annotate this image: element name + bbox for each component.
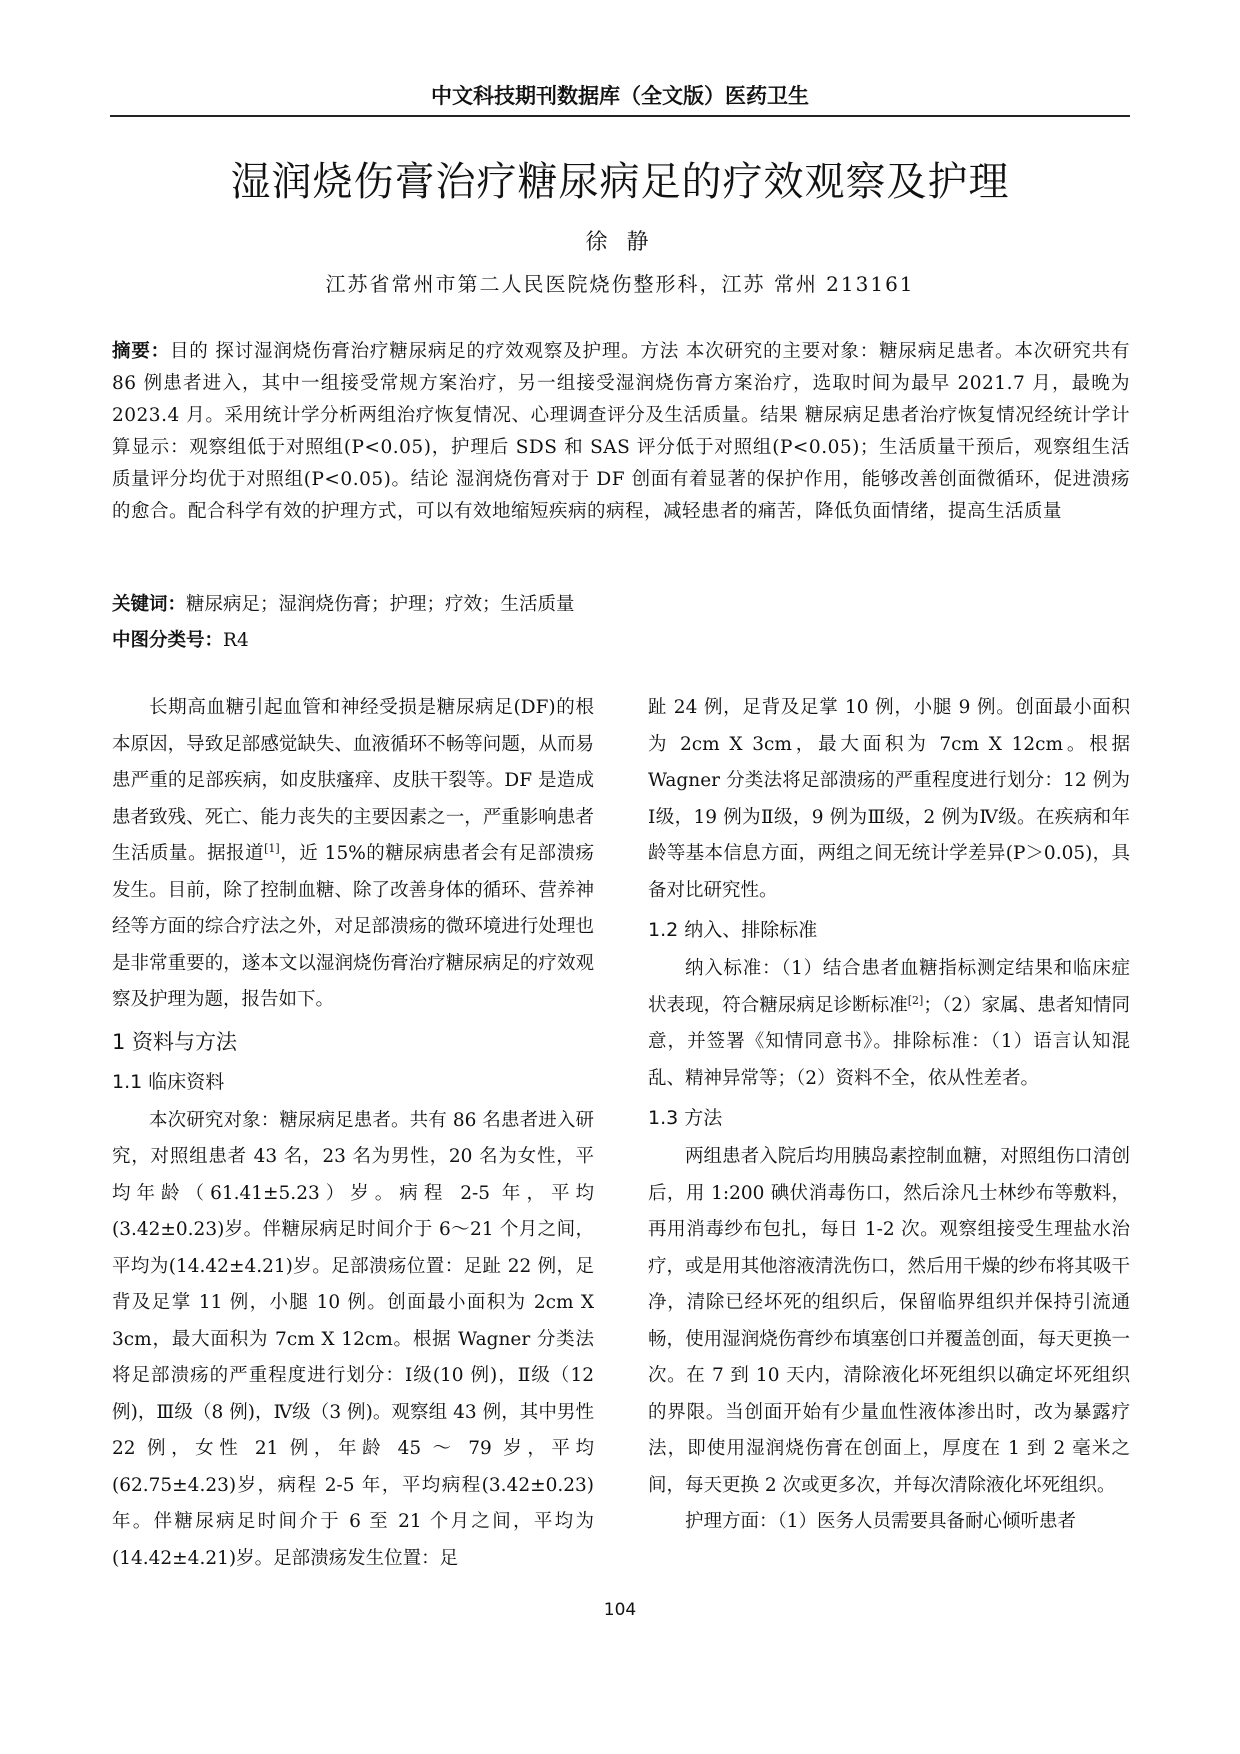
classification xyxy=(112,626,1130,652)
section-heading-1-3: 1.3 方法 xyxy=(648,1107,723,1129)
classification-text: R4 xyxy=(223,630,249,651)
intro-paragraph xyxy=(112,690,594,1019)
page-number: 104 xyxy=(603,1600,637,1620)
author: 徐 静 xyxy=(585,230,655,255)
section-heading-1-2: 1.2 纳入、排除标准 xyxy=(648,919,818,941)
clinical-data-paragraph: 本次研究对象：糖尿病足患者。共有 86 名患者进入研究，对照组患者 43 名，23 名为男性，20 名为女性，平均年龄（61.41±5.23）岁。病程 2-5 年，平均(3.42±0.23)岁。伴糖尿病足时间介于 6～21 个月之间，平均为(14.42±4.21)岁。足部溃疡位置：足趾 22 例，足背及足掌 11 例，小腿 10 例。创面最小面积为 2cm X 3cm，最大面积为 7cm X 12cm。根据 Wagner 分类法将足部溃疡的严重程度进行划分：Ⅰ级(10 例)，Ⅱ级（12 例)，Ⅲ级（8 例)，Ⅳ级（3 例)。观察组 43 例，其中男性 22 例，女性 21 例，年龄 45 ～ 79 岁，平均(62.75±4.23)岁，病程 2-5 年，平均病程(3.42±0.23)年。伴糖尿病足时间介于 6 至 21 个月之间，平均为(14.42±4.21)岁。足部溃疡发生位置：足 xyxy=(112,1109,594,1569)
keywords-text: 糖尿病足；湿润烧伤膏；护理；疗效；生活质量 xyxy=(186,594,575,615)
abstract xyxy=(112,336,1130,528)
left-column xyxy=(112,690,594,1577)
criteria-text-tail: ；（2）家属、患者知情同意，并签署《知情同意书》。排除标准：（1）语言认知混乱、精神异常等；（2）资料不全，依从性差者。 xyxy=(648,994,1130,1089)
header-divider xyxy=(110,115,1130,117)
intro-text-tail: ，近 15%的糖尿病患者会有足部溃疡发生。目前，除了控制血糖、除了改善身体的循环、营养神经等方面的综合疗法之外，对足部溃疡的微环境进行处理也是非常重要的，遂本文以湿润烧伤膏治疗糖尿病足的疗效观察及护理为题，报告如下。 xyxy=(112,843,594,1010)
keywords xyxy=(112,590,1130,616)
methods-paragraph: 两组患者入院后均用胰岛素控制血糖，对照组伤口清创后，用 1:200 碘伏消毒伤口，然后涂凡士林纱布等敷料，再用消毒纱布包扎，每日 1-2 次。观察组接受生理盐水治疗，或是用其他溶液清洗伤口，然后用干燥的纱布将其吸干净，清除已经坏死的组织后，保留临界组织并保持引流通畅，使用湿润烧伤膏纱布填塞创口并覆盖创面，每天更换一次。在 7 到 10 天内，清除液化坏死组织以确定坏死组织的界限。当创面开始有少量血性液体渗出时，改为暴露疗法，即使用湿润烧伤膏在创面上，厚度在 1 到 2 毫米之间，每天更换 2 次或更多次，并每次清除液化坏死组织。 xyxy=(648,1146,1130,1496)
journal-header: 中文科技期刊数据库（全文版）医药卫生 xyxy=(431,84,809,108)
article-title: 湿润烧伤膏治疗糖尿病足的疗效观察及护理 xyxy=(230,159,1010,205)
affiliation: 江苏省常州市第二人民医院烧伤整形科，江苏 常州 213161 xyxy=(325,272,915,296)
classification-label: 中图分类号： xyxy=(112,630,224,651)
keywords-label: 关键词： xyxy=(112,594,187,615)
abstract-text: 目的 探讨湿润烧伤膏治疗糖尿病足的疗效观察及护理。方法 本次研究的主要对象：糖尿病足患者。本次研究共有 86 例患者进入，其中一组接受常规方案治疗，另一组接受湿润烧伤膏方案治疗，选取时间为最早 2021.7 月，最晚为 2023.4 月。采用统计学分析两组治疗恢复情况、心理调查评分及生活质量。结果 糖尿病足患者治疗恢复情况经统计学计算显示：观察组低于对照组(P<0.05)，护理后 SDS 和 SAS 评分低于对照组(P<0.05)；生活质量干预后，观察组生活质量评分均优于对照组(P<0.05)。结论 湿润烧伤膏对于 DF 创面有着显著的保护作用，能够改善创面微循环，促进溃疡的愈合。配合科学有效的护理方式，可以有效地缩短疾病的病程，减轻患者的痛苦，降低负面情绪，提高生活质量 xyxy=(112,341,1130,522)
right-column xyxy=(648,690,1130,1541)
criteria-paragraph xyxy=(648,951,1130,1097)
section-heading-1: 1 资料与方法 xyxy=(112,1029,238,1054)
section-heading-1-1: 1.1 临床资料 xyxy=(112,1070,225,1093)
intro-text: 长期高血糖引起血管和神经受损是糖尿病足(DF)的根本原因，导致足部感觉缺失、血液循环不畅等问题，从而易患严重的足部疾病，如皮肤瘙痒、皮肤干裂等。DF 是造成患者致残、死亡、能力丧失的主要因素之一，严重影响患者生活质量。据报道 xyxy=(112,697,594,864)
clinical-data-continued: 趾 24 例，足背及足掌 10 例，小腿 9 例。创面最小面积为 2cm X 3cm，最大面积为 7cm X 12cm。根据 Wagner 分类法将足部溃疡的严重程度进行划分：12 例为Ⅰ级，19 例为Ⅱ级，9 例为Ⅲ级，2 例为Ⅳ级。在疾病和年龄等基本信息方面，两组之间无统计学差异(P＞0.05)，具备对比研究性。 xyxy=(648,697,1130,901)
citation-2: [2] xyxy=(907,993,924,1007)
nursing-paragraph: 护理方面：（1）医务人员需要具备耐心倾听患者 xyxy=(685,1511,1077,1532)
abstract-label: 摘要： xyxy=(112,341,170,362)
criteria-text: 纳入标准：（1）结合患者血糖指标测定结果和临床症状表现，符合糖尿病足诊断标准 xyxy=(648,958,1130,1016)
citation-1: [1] xyxy=(264,841,280,855)
